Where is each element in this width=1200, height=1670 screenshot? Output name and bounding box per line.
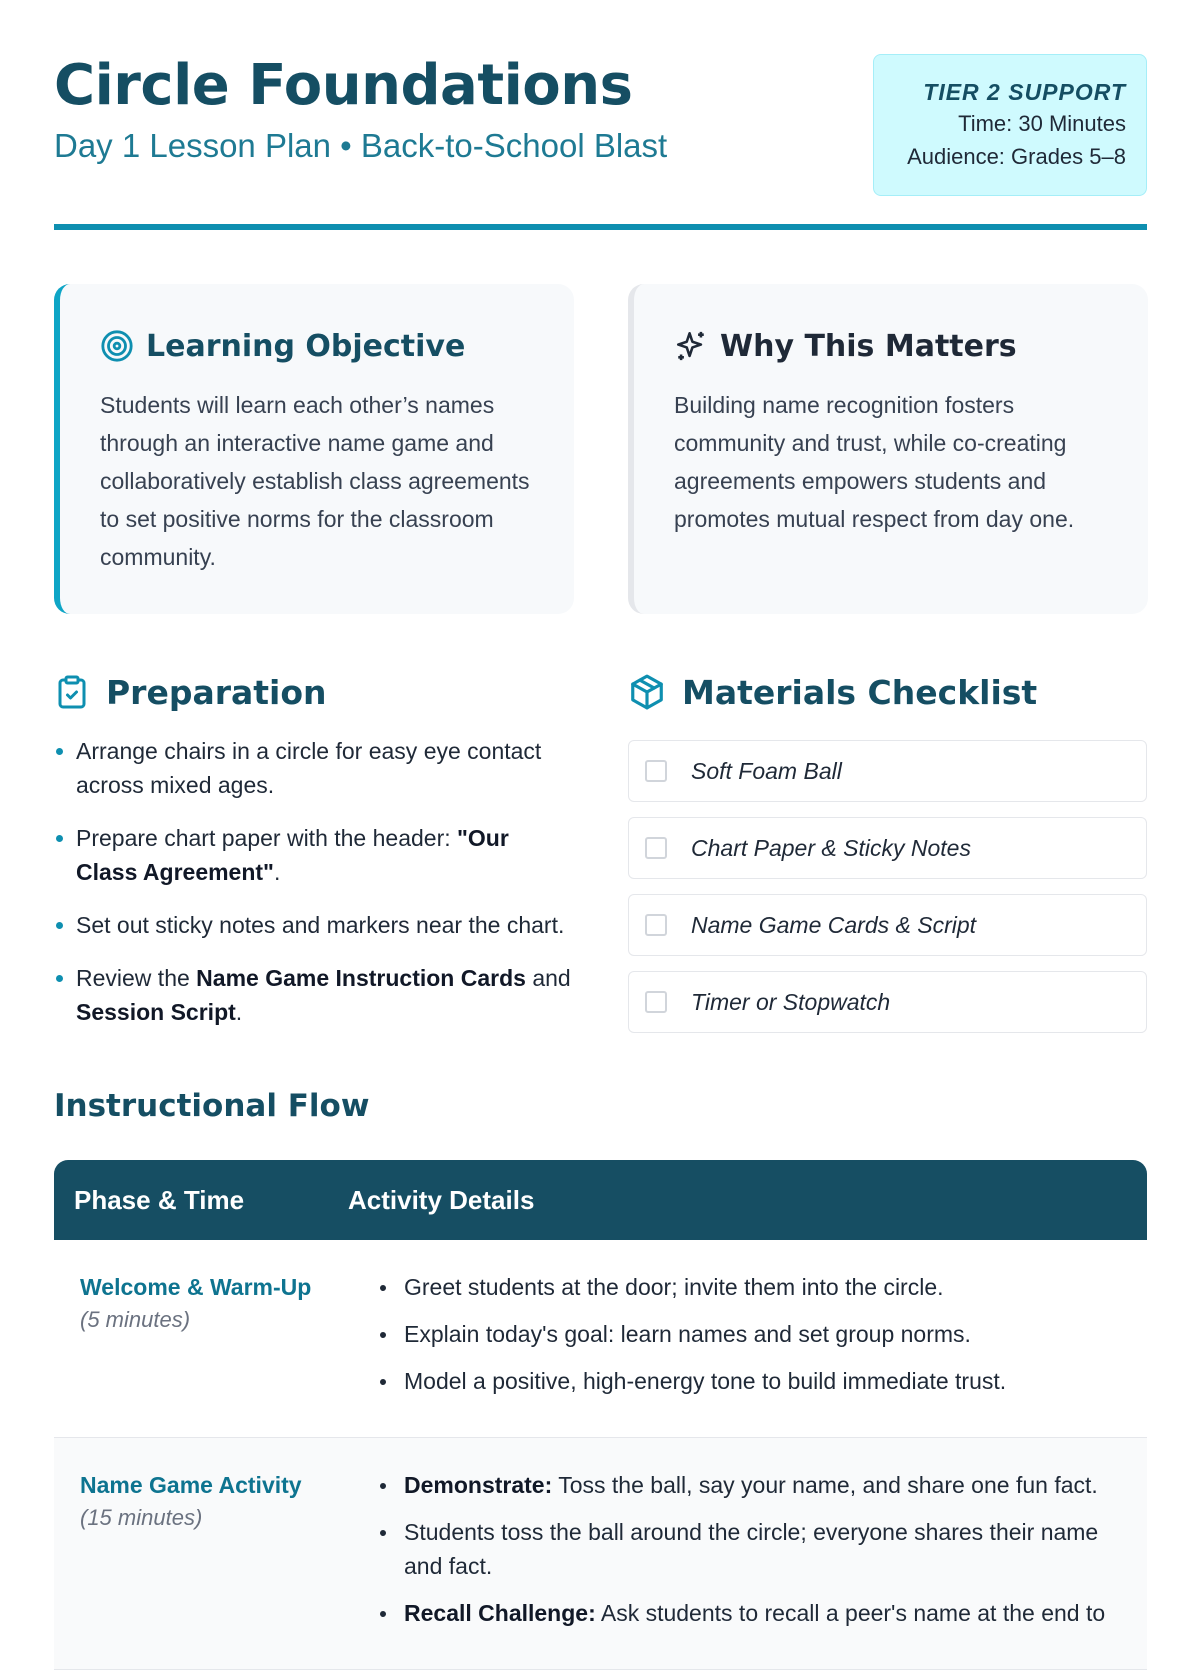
activity-item: Recall Challenge: Ask students to recall a peer's name at the end to bbox=[378, 1596, 1107, 1630]
tier-badge bbox=[873, 54, 1147, 196]
column-header-phase: Phase & Time bbox=[74, 1184, 245, 1215]
list-item: Set out sticky notes and markers near the chart. bbox=[54, 908, 574, 942]
why-this-matters-card bbox=[628, 284, 1148, 614]
package-icon bbox=[628, 673, 666, 711]
checkbox[interactable] bbox=[645, 760, 667, 782]
card-title: Learning Objective bbox=[146, 328, 466, 364]
table-header bbox=[54, 1160, 1147, 1240]
activity-item: Demonstrate: Toss the ball, say your name, and share one fun fact. bbox=[378, 1468, 1107, 1502]
checklist-label: Name Game Cards & Script bbox=[691, 911, 977, 938]
section-title: Preparation bbox=[106, 672, 327, 712]
checklist-item[interactable] bbox=[628, 894, 1147, 956]
instructional-flow-table bbox=[54, 1160, 1147, 1670]
table-row bbox=[54, 1240, 1147, 1438]
column-header-details: Activity Details bbox=[348, 1184, 535, 1215]
activity-item: Greet students at the door; invite them into the circle. bbox=[378, 1270, 1107, 1304]
page-subtitle: Day 1 Lesson Plan • Back-to-School Blast bbox=[54, 127, 668, 164]
materials-checklist bbox=[628, 740, 1147, 1033]
preparation-section bbox=[54, 666, 574, 1048]
tier-label: TIER 2 SUPPORT bbox=[923, 79, 1126, 105]
section-title: Materials Checklist bbox=[682, 672, 1038, 712]
phase-name: Name Game Activity bbox=[80, 1472, 302, 1498]
activity-item: Explain today's goal: learn names and set group norms. bbox=[378, 1317, 1107, 1351]
page-header bbox=[54, 52, 1147, 232]
phase-name: Welcome & Warm-Up bbox=[80, 1274, 312, 1300]
list-item: Arrange chairs in a circle for easy eye contact across mixed ages. bbox=[54, 734, 574, 802]
phase-time: (15 minutes) bbox=[80, 1505, 203, 1530]
target-icon bbox=[100, 329, 134, 363]
list-item: Prepare chart paper with the header: "Our Class Agreement". bbox=[54, 821, 574, 889]
checklist-item[interactable] bbox=[628, 971, 1147, 1033]
activity-item: Model a positive, high-energy tone to build immediate trust. bbox=[378, 1364, 1107, 1398]
preparation-list bbox=[54, 734, 574, 1029]
checkbox[interactable] bbox=[645, 914, 667, 936]
checkbox[interactable] bbox=[645, 837, 667, 859]
page-title: Circle Foundations bbox=[54, 53, 633, 118]
header-divider bbox=[54, 224, 1147, 230]
clipboard-check-icon bbox=[54, 673, 90, 711]
checkbox[interactable] bbox=[645, 991, 667, 1013]
checklist-label: Timer or Stopwatch bbox=[691, 988, 891, 1015]
checklist-item[interactable] bbox=[628, 740, 1147, 802]
card-text: Building name recognition fosters community and trust, while co-creating agreements empowers students and promotes mutual respect from day one. bbox=[674, 392, 1075, 532]
card-title: Why This Matters bbox=[720, 328, 1017, 364]
phase-time: (5 minutes) bbox=[80, 1307, 191, 1332]
checklist-label: Chart Paper & Sticky Notes bbox=[691, 834, 971, 861]
checklist-item[interactable] bbox=[628, 817, 1147, 879]
list-item: Review the Name Game Instruction Cards and Session Script. bbox=[54, 961, 574, 1029]
activity-item: Students toss the ball around the circle; everyone shares their name and fact. bbox=[378, 1515, 1107, 1583]
tier-time: Time: 30 Minutes bbox=[958, 111, 1126, 136]
tier-audience: Audience: Grades 5–8 bbox=[907, 144, 1126, 169]
learning-objective-card bbox=[54, 284, 574, 614]
card-text: Students will learn each other’s names through an interactive name game and collaboratively establish class agreements to set positive norms for the classroom community. bbox=[100, 392, 530, 570]
sparkles-icon bbox=[674, 329, 708, 363]
instructional-flow-title: Instructional Flow bbox=[54, 1088, 370, 1124]
checklist-label: Soft Foam Ball bbox=[691, 757, 842, 784]
materials-section bbox=[628, 666, 1147, 1048]
table-row bbox=[54, 1438, 1147, 1670]
